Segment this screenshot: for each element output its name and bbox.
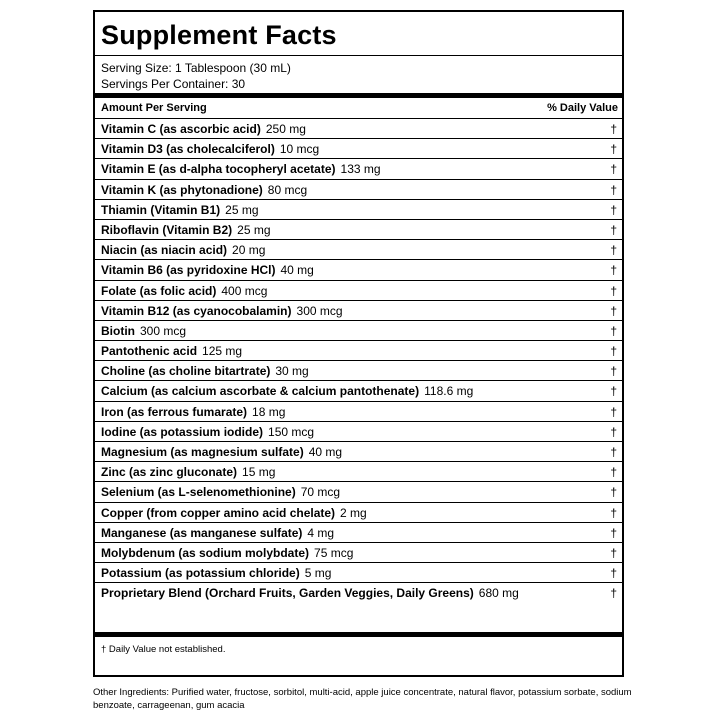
supplement-facts-panel <box>93 10 624 677</box>
nutrient-amount: 4 mg <box>307 525 335 540</box>
nutrient-name: Manganese (as manganese sulfate) <box>101 525 303 540</box>
nutrient-row <box>95 220 622 240</box>
daily-value-mark: † <box>610 384 617 399</box>
nutrient-row <box>95 119 622 139</box>
nutrient-name: Vitamin D3 (as cholecalciferol) <box>101 142 275 157</box>
nutrient-row <box>95 482 622 502</box>
column-header <box>101 100 618 116</box>
nutrient-row <box>95 523 622 543</box>
daily-value-header: % Daily Value <box>547 102 618 114</box>
nutrient-amount: 300 mcg <box>296 303 343 318</box>
panel-title: Supplement Facts <box>101 20 337 50</box>
nutrient-row <box>95 180 622 200</box>
nutrient-name: Zinc (as zinc gluconate) <box>101 465 238 480</box>
nutrient-amount: 40 mg <box>280 263 314 278</box>
nutrient-row <box>95 200 622 220</box>
daily-value-mark: † <box>610 586 617 601</box>
nutrient-name: Calcium (as calcium ascorbate & calcium pantothenate) <box>101 384 420 399</box>
nutrient-row <box>95 301 622 321</box>
nutrient-name: Vitamin E (as d-alpha tocopheryl acetate) <box>101 162 336 177</box>
nutrient-amount: 10 mcg <box>279 142 320 157</box>
nutrient-row <box>95 462 622 482</box>
daily-value-mark: † <box>610 243 617 258</box>
daily-value-mark: † <box>610 485 617 500</box>
thick-divider-top <box>95 93 622 98</box>
daily-value-mark: † <box>610 323 617 338</box>
nutrient-amount: 25 mg <box>225 202 259 217</box>
nutrient-row <box>95 422 622 442</box>
nutrient-name: Niacin (as niacin acid) <box>101 243 228 258</box>
nutrient-name: Vitamin C (as ascorbic acid) <box>101 122 261 136</box>
daily-value-mark: † <box>610 344 617 359</box>
nutrient-row <box>95 381 622 401</box>
nutrient-amount: 70 mcg <box>300 485 341 500</box>
daily-value-mark: † <box>610 364 617 379</box>
nutrient-name: Riboflavin (Vitamin B2) <box>101 222 233 237</box>
nutrient-amount: 30 mg <box>275 364 309 379</box>
nutrient-row <box>95 402 622 422</box>
nutrient-row <box>95 442 622 462</box>
daily-value-mark: † <box>610 545 617 560</box>
nutrient-amount: 18 mg <box>252 404 286 419</box>
nutrient-amount: 5 mg <box>304 566 332 581</box>
servings-per-container: Servings Per Container: 30 <box>101 76 246 91</box>
daily-value-mark: † <box>610 283 617 298</box>
nutrient-row <box>95 139 622 159</box>
nutrient-amount: 133 mg <box>340 162 381 177</box>
daily-value-mark: † <box>610 142 617 157</box>
daily-value-mark: † <box>610 566 617 581</box>
title-divider <box>95 55 622 56</box>
nutrient-name: Potassium (as potassium chloride) <box>101 566 300 581</box>
daily-value-mark: † <box>610 525 617 540</box>
daily-value-mark: † <box>610 404 617 419</box>
nutrient-row <box>95 240 622 260</box>
nutrient-amount: 80 mcg <box>267 182 308 197</box>
nutrient-name: Vitamin K (as phytonadione) <box>101 182 263 197</box>
daily-value-mark: † <box>610 263 617 278</box>
nutrient-name: Magnesium (as magnesium sulfate) <box>101 445 304 459</box>
nutrient-row <box>95 543 622 563</box>
nutrient-name: Vitamin B12 (as cyanocobalamin) <box>101 303 292 318</box>
daily-value-mark: † <box>610 162 617 177</box>
nutrient-amount: 15 mg <box>242 465 276 480</box>
nutrient-name: Thiamin (Vitamin B1) <box>101 202 221 217</box>
nutrient-amount: 300 mcg <box>140 323 187 338</box>
nutrient-list <box>95 119 622 604</box>
nutrient-amount: 118.6 mg <box>424 384 474 399</box>
nutrient-name: Selenium (as L-selenomethionine) <box>101 485 296 500</box>
nutrient-amount: 150 mcg <box>268 424 315 439</box>
nutrient-row <box>95 260 622 280</box>
nutrient-name: Pantothenic acid <box>101 344 198 359</box>
serving-info <box>101 61 291 92</box>
nutrient-amount: 25 mg <box>237 222 271 237</box>
nutrient-name: Proprietary Blend (Orchard Fruits, Garden Veggies, Daily Greens) <box>101 586 474 601</box>
nutrient-amount: 2 mg <box>340 505 367 520</box>
serving-size: Serving Size: 1 Tablespoon (30 mL) <box>101 61 291 75</box>
daily-value-mark: † <box>610 505 617 520</box>
thick-divider-bottom <box>95 632 622 637</box>
nutrient-name: Copper (from copper amino acid chelate) <box>101 505 336 520</box>
daily-value-mark: † <box>610 122 617 136</box>
amount-per-serving-header: Amount Per Serving <box>101 102 207 114</box>
daily-value-mark: † <box>610 202 617 217</box>
nutrient-row <box>95 503 622 523</box>
nutrient-amount: 40 mg <box>308 445 343 459</box>
nutrient-name: Molybdenum (as sodium molybdate) <box>101 545 310 560</box>
daily-value-mark: † <box>610 303 617 318</box>
daily-value-mark: † <box>610 465 617 480</box>
daily-value-mark: † <box>610 424 617 439</box>
nutrient-name: Iron (as ferrous fumarate) <box>101 404 248 419</box>
nutrient-amount: 680 mg <box>478 586 519 601</box>
nutrient-name: Biotin <box>101 323 135 338</box>
nutrient-amount: 400 mcg <box>221 283 268 298</box>
nutrient-name: Choline (as choline bitartrate) <box>101 364 271 379</box>
daily-value-mark: † <box>610 182 617 197</box>
other-ingredients: Other Ingredients: Purified water, fructose, sorbitol, multi-acid, apple juice concentrate, natural flavor, potassium sorbate, sodium benzoate, carrageenan, gum acacia <box>93 687 632 711</box>
nutrient-name: Folate (as folic acid) <box>101 283 217 298</box>
nutrient-row <box>95 341 622 361</box>
nutrient-row <box>95 583 622 603</box>
daily-value-mark: † <box>610 445 617 459</box>
daily-value-mark: † <box>610 222 617 237</box>
nutrient-row <box>95 563 622 583</box>
nutrient-amount: 125 mg <box>202 344 243 359</box>
nutrient-row <box>95 159 622 179</box>
nutrient-row <box>95 361 622 381</box>
nutrient-row <box>95 321 622 341</box>
nutrient-row <box>95 281 622 301</box>
footnote: † Daily Value not established. <box>101 644 226 655</box>
nutrient-amount: 250 mg <box>265 122 306 136</box>
nutrient-name: Vitamin B6 (as pyridoxine HCl) <box>101 263 276 278</box>
nutrient-name: Iodine (as potassium iodide) <box>101 424 264 439</box>
nutrient-amount: 20 mg <box>232 243 266 258</box>
nutrient-amount: 75 mcg <box>314 545 354 560</box>
